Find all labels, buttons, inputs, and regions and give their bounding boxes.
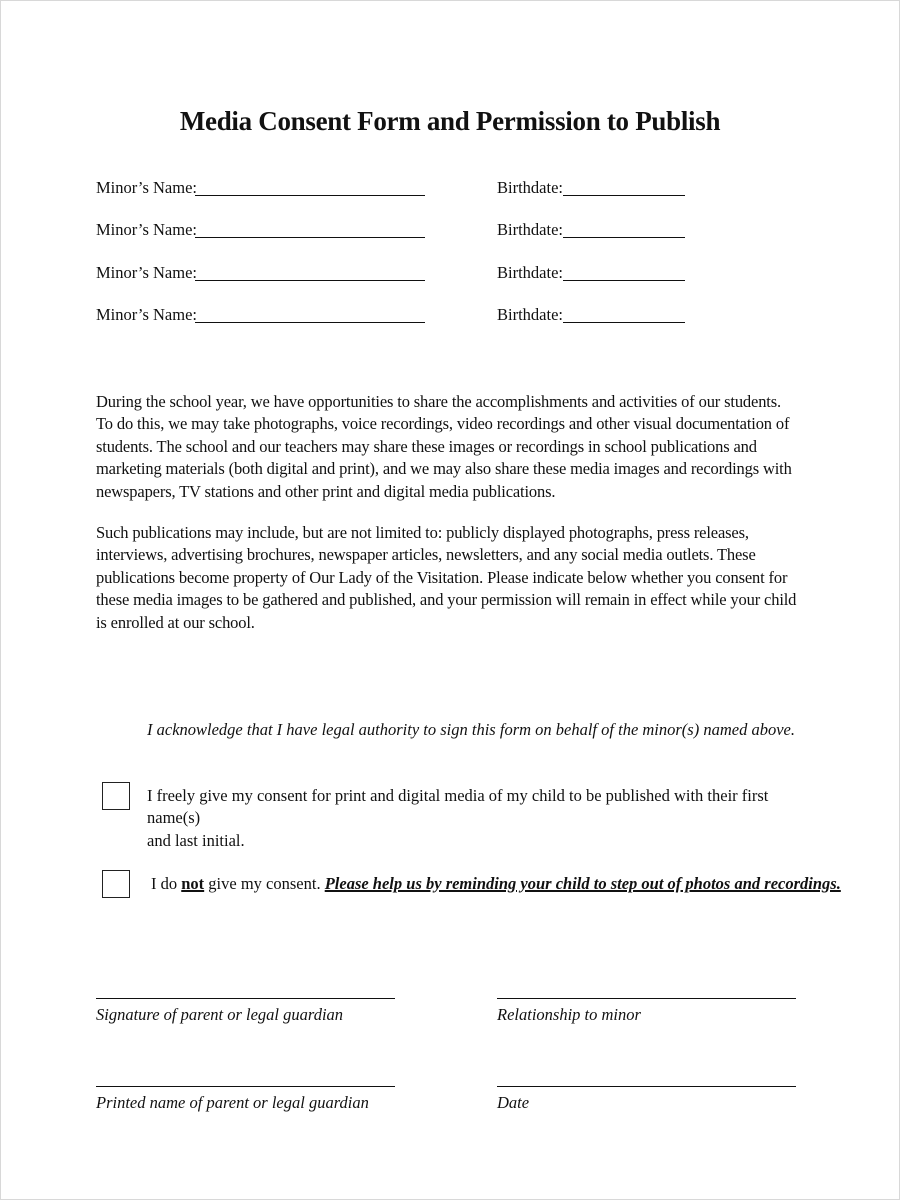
signature-field[interactable] bbox=[96, 998, 395, 999]
page-title: Media Consent Form and Permission to Publish bbox=[179, 106, 721, 136]
birthdate-field[interactable] bbox=[563, 237, 685, 238]
minor-name-label: Minor’s Name: bbox=[96, 220, 197, 239]
birthdate-field[interactable] bbox=[563, 280, 685, 281]
printed-name-label: Printed name of parent or legal guardian bbox=[96, 1093, 369, 1112]
birthdate-label: Birthdate: bbox=[497, 178, 563, 197]
date-field[interactable] bbox=[497, 1086, 796, 1087]
birthdate-label: Birthdate: bbox=[497, 305, 563, 324]
birthdate-label: Birthdate: bbox=[497, 220, 563, 239]
minor-name-field[interactable] bbox=[195, 195, 425, 196]
minor-name-label: Minor’s Name: bbox=[96, 263, 197, 282]
printed-name-field[interactable] bbox=[96, 1086, 395, 1087]
acknowledgement-text: I acknowledge that I have legal authority to sign this form on behalf of the minor(s) named above. bbox=[147, 720, 795, 739]
no-consent-option-text bbox=[151, 873, 851, 895]
birthdate-field[interactable] bbox=[563, 195, 685, 196]
minor-row-2 bbox=[96, 220, 796, 244]
minor-row-3 bbox=[96, 263, 796, 287]
birthdate-field[interactable] bbox=[563, 322, 685, 323]
minor-name-field[interactable] bbox=[195, 280, 425, 281]
birthdate-label: Birthdate: bbox=[497, 263, 563, 282]
minor-name-field[interactable] bbox=[195, 237, 425, 238]
minor-name-label: Minor’s Name: bbox=[96, 178, 197, 197]
minor-name-field[interactable] bbox=[195, 322, 425, 323]
consent-checkbox[interactable] bbox=[102, 782, 130, 810]
relationship-label: Relationship to minor bbox=[497, 1005, 641, 1024]
no-consent-prefix: I do bbox=[151, 874, 182, 893]
photo-reminder-text: Please help us by reminding your child to step out of photos and recordings. bbox=[324, 874, 841, 893]
date-label: Date bbox=[497, 1093, 530, 1112]
consent-line-1: I freely give my consent for print and digital media of my child to be published with their first name(s) bbox=[147, 786, 769, 828]
consent-option-text bbox=[147, 785, 807, 852]
not-emphasis: not bbox=[181, 874, 205, 893]
signature-label: Signature of parent or legal guardian bbox=[96, 1005, 344, 1024]
intro-paragraph: During the school year, we have opportunities to share the accomplishments and activities of our students. To do this, we may take photographs, voice recordings, video recordings and other visual documentation of students. The school and our teachers may share these images or recordings in school publications and marketing materials (both digital and print), and we may also share these media images and recordings with newspapers, TV stations and other print and digital media publications. bbox=[96, 392, 792, 501]
minor-name-label: Minor’s Name: bbox=[96, 305, 197, 324]
relationship-field[interactable] bbox=[497, 998, 796, 999]
no-consent-middle: give my consent. bbox=[204, 874, 325, 893]
minor-row-1 bbox=[96, 178, 796, 202]
minor-row-4 bbox=[96, 305, 796, 329]
publications-paragraph: Such publications may include, but are not limited to: publicly displayed photographs, press releases, interviews, advertising brochures, newspaper articles, newsletters, and any social media outlets. These publications become property of Our Lady of the Visitation. Please indicate below whether you consent for these media images to be gathered and published, and your permission will remain in effect while your child is enrolled at our school. bbox=[96, 523, 797, 632]
no-consent-checkbox[interactable] bbox=[102, 870, 130, 898]
consent-line-2: and last initial. bbox=[147, 830, 245, 850]
